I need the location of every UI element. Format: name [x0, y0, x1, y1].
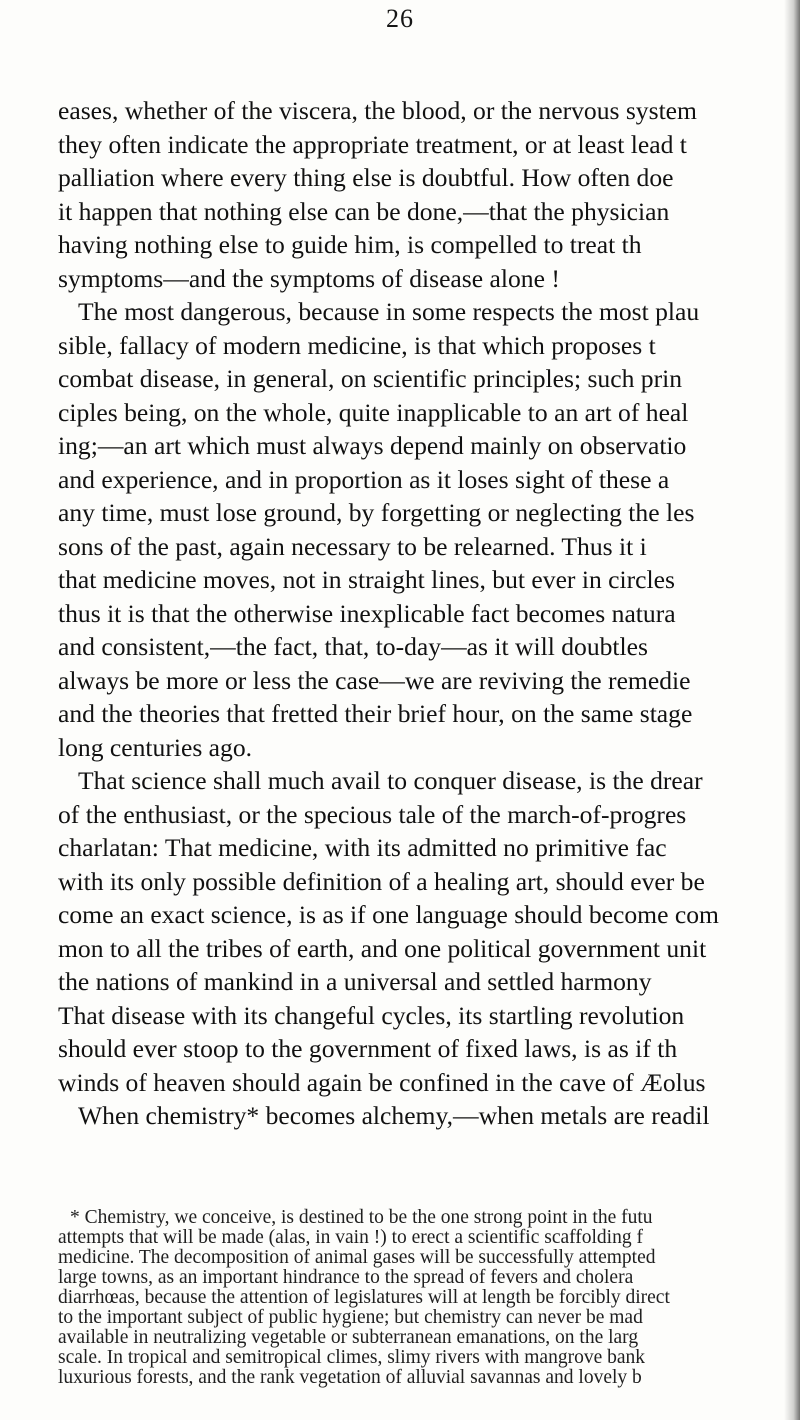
body-line: that medicine moves, not in straight lines, but ever in circles	[58, 565, 675, 594]
footnote-line: scale. In tropical and semitropical climes, slimy rivers with mangrove bank	[58, 1347, 645, 1368]
body-line: ing;—an art which must always depend mainly on observatio	[58, 431, 687, 460]
body-line: of the enthusiast, or the specious tale of the march-of-progres	[58, 799, 687, 829]
footnote-line: medicine. The decomposition of animal gases will be successfully attempted	[58, 1247, 656, 1268]
body-line: and the theories that fretted their brief hour, on the same stage	[58, 699, 693, 728]
body-line: symptoms—and the symptoms of disease alone !	[58, 263, 560, 293]
body-line: any time, must lose ground, by forgetting or neglecting the les	[58, 498, 695, 527]
body-line: the nations of mankind in a universal and settled harmony	[58, 967, 652, 996]
body-line: with its only possible definition of a healing art, should ever be	[58, 866, 705, 896]
body-line: mon to all the tribes of earth, and one political government unit	[58, 933, 707, 963]
body-line: and consistent,—the fact, that, to-day—as it will doubtles	[58, 632, 648, 661]
body-line: palliation where every thing else is doubtful. How often doe	[58, 163, 674, 192]
body-text	[58, 94, 800, 1133]
body-line: The most dangerous, because in some respects the most plau	[78, 297, 700, 326]
body-line: sible, fallacy of modern medicine, is that which proposes t	[58, 330, 656, 360]
page-number: 26	[386, 4, 414, 33]
footnote-line: to the important subject of public hygiene; but chemistry can never be mad	[58, 1307, 643, 1328]
body-line: and experience, and in proportion as it loses sight of these a	[58, 464, 670, 494]
body-line: charlatan: That medicine, with its admitted no primitive fac	[58, 833, 667, 862]
body-line: eases, whether of the viscera, the blood, or the nervous system	[58, 96, 697, 125]
footnote	[58, 1208, 800, 1388]
footnote-line: attempts that will be made (alas, in vain !) to erect a scientific scaffolding f	[58, 1227, 643, 1248]
page-edge-shadow	[784, 0, 800, 1420]
footnote-line: * Chemistry, we conceive, is destined to be the one strong point in the futu	[70, 1207, 653, 1228]
body-line: long centuries ago.	[58, 732, 253, 762]
footnote-line: luxurious forests, and the rank vegetation of alluvial savannas and lovely b	[58, 1367, 642, 1388]
body-line: having nothing else to guide him, is compelled to treat th	[58, 230, 642, 259]
footnote-line: available in neutralizing vegetable or subterranean emanations, on the larg	[58, 1327, 639, 1348]
body-line: That disease with its changeful cycles, its startling revolution	[58, 1000, 685, 1030]
body-line: sons of the past, again necessary to be relearned. Thus it i	[58, 531, 647, 561]
body-line: When chemistry* becomes alchemy,—when metals are readil	[78, 1101, 710, 1130]
footnote-line: diarrhœas, because the attention of legislatures will at length be forcibly direct	[58, 1287, 670, 1308]
body-line: thus it is that the otherwise inexplicable fact becomes natura	[58, 598, 676, 628]
body-line: come an exact science, is as if one language should become com	[58, 900, 719, 929]
body-line: should ever stoop to the government of fixed laws, is as if th	[58, 1034, 678, 1063]
body-line: winds of heaven should again be confined in the cave of Æolus	[58, 1067, 706, 1097]
body-line: they often indicate the appropriate treatment, or at least lead t	[58, 129, 687, 159]
body-line: ciples being, on the whole, quite inapplicable to an art of heal	[58, 397, 689, 427]
footnote-line: large towns, as an important hindrance to the spread of fevers and cholera	[58, 1267, 634, 1288]
body-line: it happen that nothing else can be done,—that the physician	[58, 196, 670, 226]
body-line: That science shall much avail to conquer disease, is the drear	[78, 766, 703, 795]
body-line: always be more or less the case—we are reviving the remedie	[58, 665, 691, 695]
body-line: combat disease, in general, on scientific principles; such prin	[58, 364, 683, 393]
